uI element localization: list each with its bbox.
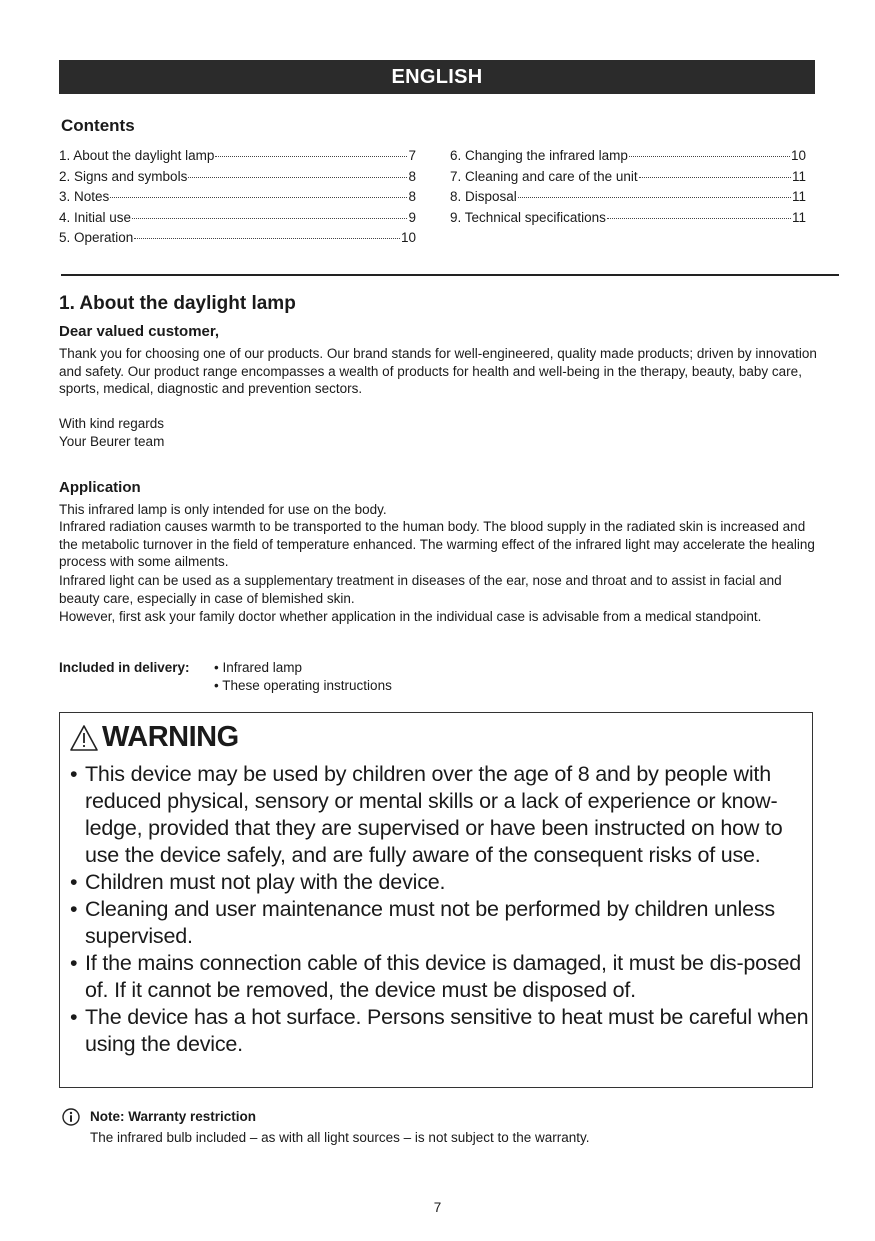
regards-line: With kind regards bbox=[59, 416, 165, 431]
toc-entry-page: 11 bbox=[791, 168, 806, 184]
toc-leader-dots bbox=[188, 176, 407, 178]
section-heading: 1. About the daylight lamp bbox=[59, 293, 296, 314]
toc-entry-page: 8 bbox=[408, 189, 416, 204]
greeting-heading: Dear valued customer, bbox=[59, 323, 220, 340]
toc-entry[interactable] bbox=[59, 230, 416, 251]
application-paragraph: Infrared radiation causes warmth to be transported to the human body. The blood supply in the radiated skin is increased and the metabolic turnover in the field of temperature enhanced. The warming effect of the infrared light may accelerate the healing process with some ailments. bbox=[59, 519, 815, 569]
warning-title: WARNING bbox=[102, 721, 239, 753]
language-header: ENGLISH bbox=[59, 60, 815, 94]
toc-entry[interactable] bbox=[450, 148, 806, 169]
toc-entry-page: 10 bbox=[790, 148, 806, 163]
toc-entry[interactable] bbox=[59, 210, 416, 231]
toc-entry-label: 1. About the daylight lamp bbox=[59, 148, 215, 163]
warning-item: • The device has a hot surface. Persons sensitive to heat must be careful when using the device. bbox=[70, 1004, 810, 1058]
toc-entry-page: 11 bbox=[791, 189, 806, 204]
toc-right-column bbox=[450, 148, 806, 230]
delivery-item: • These operating instructions bbox=[214, 678, 392, 693]
toc-leader-dots bbox=[639, 176, 791, 178]
warning-header bbox=[69, 721, 239, 754]
application-paragraph: However, first ask your family doctor whether application in the individual case is advisable from a medical standpoint. bbox=[59, 609, 762, 624]
note-title: Note: Warranty restriction bbox=[90, 1109, 257, 1124]
warning-list bbox=[70, 761, 810, 1058]
toc-entry[interactable] bbox=[59, 148, 416, 169]
toc-entry-label: 5. Operation bbox=[59, 230, 134, 245]
info-icon bbox=[62, 1108, 80, 1126]
warning-box bbox=[59, 712, 813, 1088]
toc-entry[interactable] bbox=[59, 169, 416, 190]
signature-line: Your Beurer team bbox=[59, 434, 165, 449]
toc-entry-label: 6. Changing the infrared lamp bbox=[450, 148, 628, 163]
toc-entry[interactable] bbox=[450, 210, 806, 231]
toc-leader-dots bbox=[607, 217, 791, 219]
delivery-label: Included in delivery: bbox=[59, 660, 190, 675]
toc-entry[interactable] bbox=[450, 189, 806, 210]
delivery-items bbox=[214, 659, 392, 695]
toc-leader-dots bbox=[215, 155, 407, 157]
toc-entry-page: 10 bbox=[400, 230, 416, 245]
application-paragraph: This infrared lamp is only intended for use on the body. bbox=[59, 502, 387, 517]
note-text: The infrared bulb included – as with all light sources – is not subject to the warranty. bbox=[90, 1130, 590, 1145]
toc-left-column bbox=[59, 148, 416, 251]
toc-entry-page: 8 bbox=[408, 168, 416, 184]
page-number: 7 bbox=[433, 1200, 442, 1215]
warning-item: • If the mains connection cable of this device is damaged, it must be dis-posed of. If it cannot be removed, the device must be disposed of. bbox=[70, 950, 810, 1004]
application-heading: Application bbox=[59, 479, 141, 496]
toc-entry-label: 3. Notes bbox=[59, 189, 110, 204]
toc-entry-label: 2. Signs and symbols bbox=[59, 168, 188, 184]
toc-entry-label: 4. Initial use bbox=[59, 209, 132, 225]
toc-entry-page: 7 bbox=[408, 148, 416, 163]
delivery-item: • Infrared lamp bbox=[214, 660, 303, 675]
toc-entry[interactable] bbox=[450, 169, 806, 190]
warning-item: • Children must not play with the device. bbox=[70, 869, 810, 896]
toc-leader-dots bbox=[629, 155, 790, 157]
toc-entry-label: 7. Cleaning and care of the unit bbox=[450, 168, 638, 184]
toc-leader-dots bbox=[518, 196, 791, 198]
toc-entry-label: 9. Technical specifications bbox=[450, 209, 606, 225]
contents-title: Contents bbox=[61, 116, 135, 135]
toc-leader-dots bbox=[132, 217, 407, 219]
application-paragraph: Infrared light can be used as a supplementary treatment in diseases of the ear, nose and throat and to assist in facial and beauty care, especially in case of blemished skin. bbox=[59, 573, 782, 606]
warning-item: • This device may be used by children over the age of 8 and by people with reduced physical, sensory or mental skills or a lack of experience or know-ledge, provided that they are supervised or have been instructed on how to use the device safely, and are fully aware of the consequent risks of use. bbox=[70, 761, 810, 869]
section-divider bbox=[61, 274, 839, 276]
toc-leader-dots bbox=[134, 237, 400, 239]
toc-entry-page: 11 bbox=[791, 209, 806, 225]
toc-entry-label: 8. Disposal bbox=[450, 189, 517, 204]
intro-paragraph: Thank you for choosing one of our products. Our brand stands for well-engineered, quality made products; driven by innovation and safety. Our product range encompasses a wealth of products for health and well-being in the therapy, beauty, baby care, sports, medical, diagnostic and prevention sectors. bbox=[59, 346, 817, 396]
warning-triangle-icon bbox=[69, 724, 99, 752]
toc-entry-page: 9 bbox=[408, 209, 416, 225]
warning-item: • Cleaning and user maintenance must not be performed by children unless supervised. bbox=[70, 896, 810, 950]
toc-leader-dots bbox=[110, 196, 407, 198]
toc-entry[interactable] bbox=[59, 189, 416, 210]
